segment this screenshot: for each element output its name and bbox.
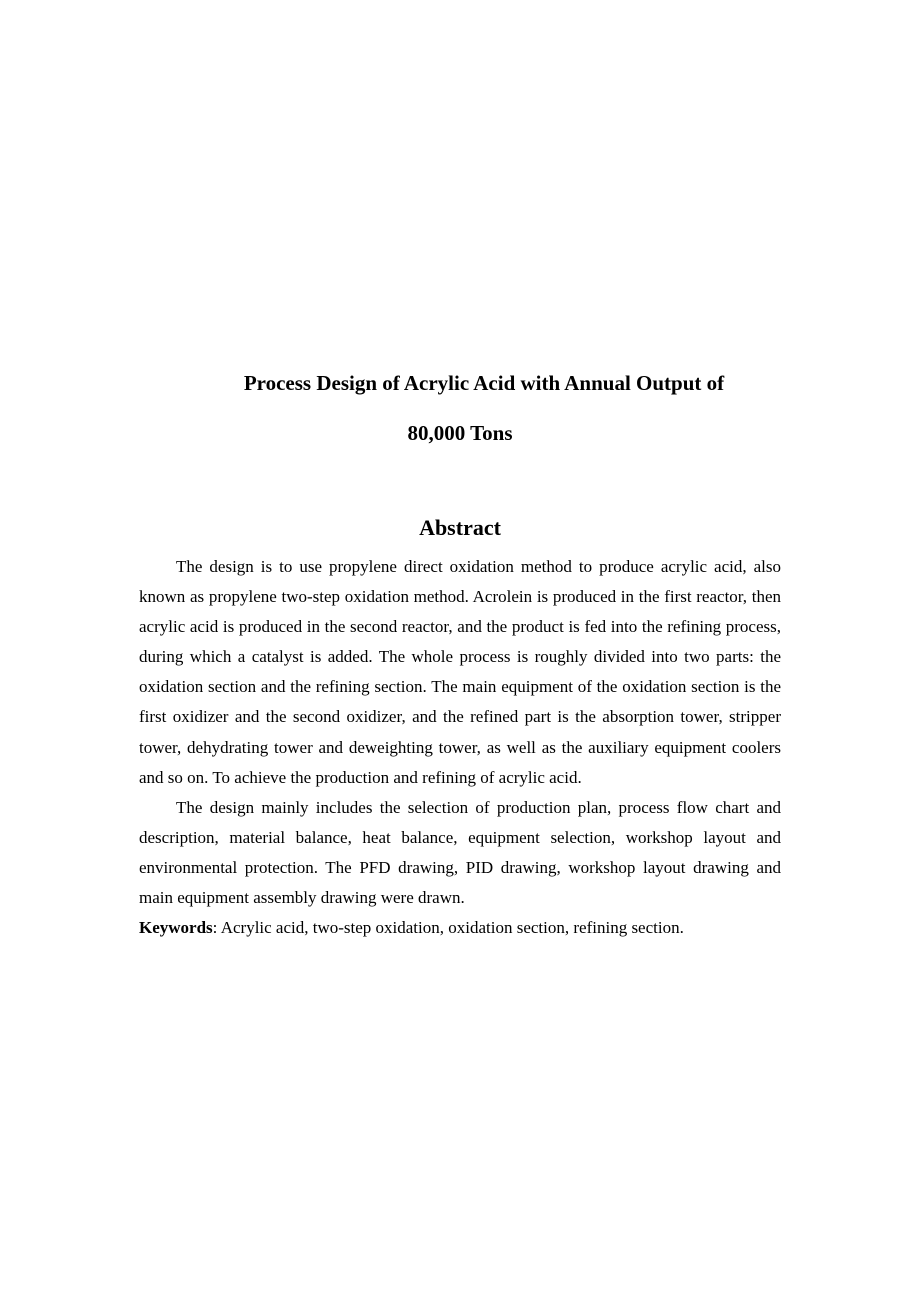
- abstract-paragraph-2: The design mainly includes the selection of production plan, process flow chart and description, material balance, heat balance, equipment selection, workshop layout and environmental protection. The PFD drawing, PID drawing, workshop layout drawing and main equipment assembly drawing were drawn.: [139, 797, 781, 908]
- abstract-paragraph-1: The design is to use propylene direct oxidation method to produce acrylic acid, also known as propylene two-step oxidation method. Acrolein is produced in the first reactor, then acrylic acid is produced in the second reactor, and the product is fed into the refining process, during which a catalyst is added. The whole process is roughly divided into two parts: the oxidation section and the refining section. The main equipment of the oxidation section is the first oxidizer and the second oxidizer, and the refined part is the absorption tower, stripper tower, dehydrating tower and deweighting tower, as well as the auxiliary equipment coolers and so on. To achieve the production and refining of acrylic acid.: [139, 557, 781, 787]
- abstract-body: [139, 552, 781, 943]
- document-title-line-1: Process Design of Acrylic Acid with Annual Output of: [243, 371, 725, 395]
- keywords-text: : Acrylic acid, two-step oxidation, oxidation section, refining section.: [212, 918, 684, 938]
- keywords-line: [139, 913, 781, 943]
- document-title-line-2: 80,000 Tons: [407, 421, 513, 445]
- keywords-label: Keywords: [139, 918, 213, 938]
- abstract-heading: Abstract: [419, 515, 501, 540]
